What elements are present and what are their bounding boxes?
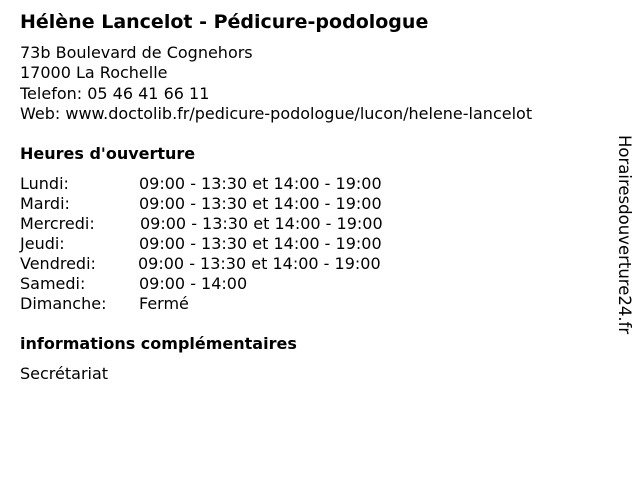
day-label: Mercredi: <box>20 214 95 233</box>
day-label: Mardi: <box>20 194 70 213</box>
day-label: Vendredi: <box>20 254 96 273</box>
time-value: Fermé <box>139 294 189 313</box>
page-title: Hélène Lancelot - Pédicure-podologue <box>20 11 429 33</box>
phone-number: Telefon: 05 46 41 66 11 <box>20 83 210 103</box>
day-label: Samedi: <box>20 274 86 293</box>
additional-info-heading: informations complémentaires <box>20 334 297 353</box>
day-label: Jeudi: <box>20 234 65 253</box>
site-watermark: Horairesdouverture24.fr <box>615 135 634 335</box>
day-label: Lundi: <box>20 174 69 193</box>
time-value: 09:00 - 13:30 et 14:00 - 19:00 <box>139 194 382 213</box>
additional-info-text: Secrétariat <box>20 364 109 383</box>
time-value: 09:00 - 13:30 et 14:00 - 19:00 <box>140 214 383 233</box>
opening-hours-heading: Heures d'ouverture <box>20 144 196 163</box>
city-address: 17000 La Rochelle <box>20 63 168 83</box>
address-block <box>20 43 532 124</box>
time-value: 09:00 - 14:00 <box>139 274 248 293</box>
time-value: 09:00 - 13:30 et 14:00 - 19:00 <box>138 254 381 273</box>
website-link[interactable]: Web: www.doctolib.fr/pedicure-podologue/lucon/helene-lancelot <box>20 103 533 123</box>
time-value: 09:00 - 13:30 et 14:00 - 19:00 <box>139 174 382 193</box>
day-label: Dimanche: <box>20 294 107 313</box>
time-value: 09:00 - 13:30 et 14:00 - 19:00 <box>139 234 382 253</box>
street-address: 73b Boulevard de Cognehors <box>20 43 253 62</box>
